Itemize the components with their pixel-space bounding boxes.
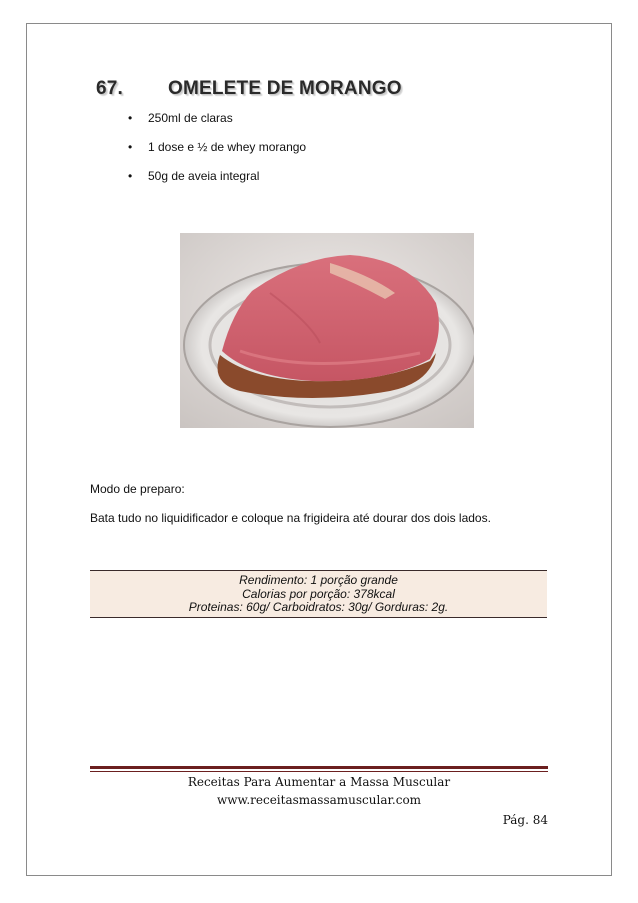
footer-divider-thin (90, 771, 548, 772)
calories-line: Calorias por porção: 378kcal (242, 586, 395, 601)
bullet-icon: • (128, 169, 133, 183)
page-frame (26, 23, 612, 876)
footer-url: www.receitasmassamuscular.com (216, 793, 422, 807)
yield-info-box (90, 570, 547, 618)
list-item: • 250ml de claras (128, 111, 233, 125)
omelete-photo (180, 233, 474, 428)
ingredient-list (128, 110, 306, 197)
page-number: Pág. 84 (502, 813, 548, 827)
bullet-icon: • (128, 140, 133, 154)
macros-line: Proteinas: 60g/ Carboidratos: 30g/ Gorduras: 2g. (188, 600, 449, 614)
footer-title: Receitas Para Aumentar a Massa Muscular (187, 775, 451, 789)
list-item: • 50g de aveia integral (128, 169, 260, 183)
preparation-text: Bata tudo no liquidificador e coloque na frigideira até dourar dos dois lados. (90, 511, 491, 525)
recipe-number: 67. (96, 78, 124, 99)
recipe-name: OMELETE DE MORANGO (168, 78, 402, 99)
recipe-title (96, 78, 402, 100)
yield-line: Rendimento: 1 porção grande (239, 573, 398, 587)
bullet-icon: • (128, 111, 133, 125)
preparation-label: Modo de preparo: (90, 482, 185, 496)
list-item: • 1 dose e ½ de whey morango (128, 140, 307, 154)
footer-divider (90, 766, 548, 769)
